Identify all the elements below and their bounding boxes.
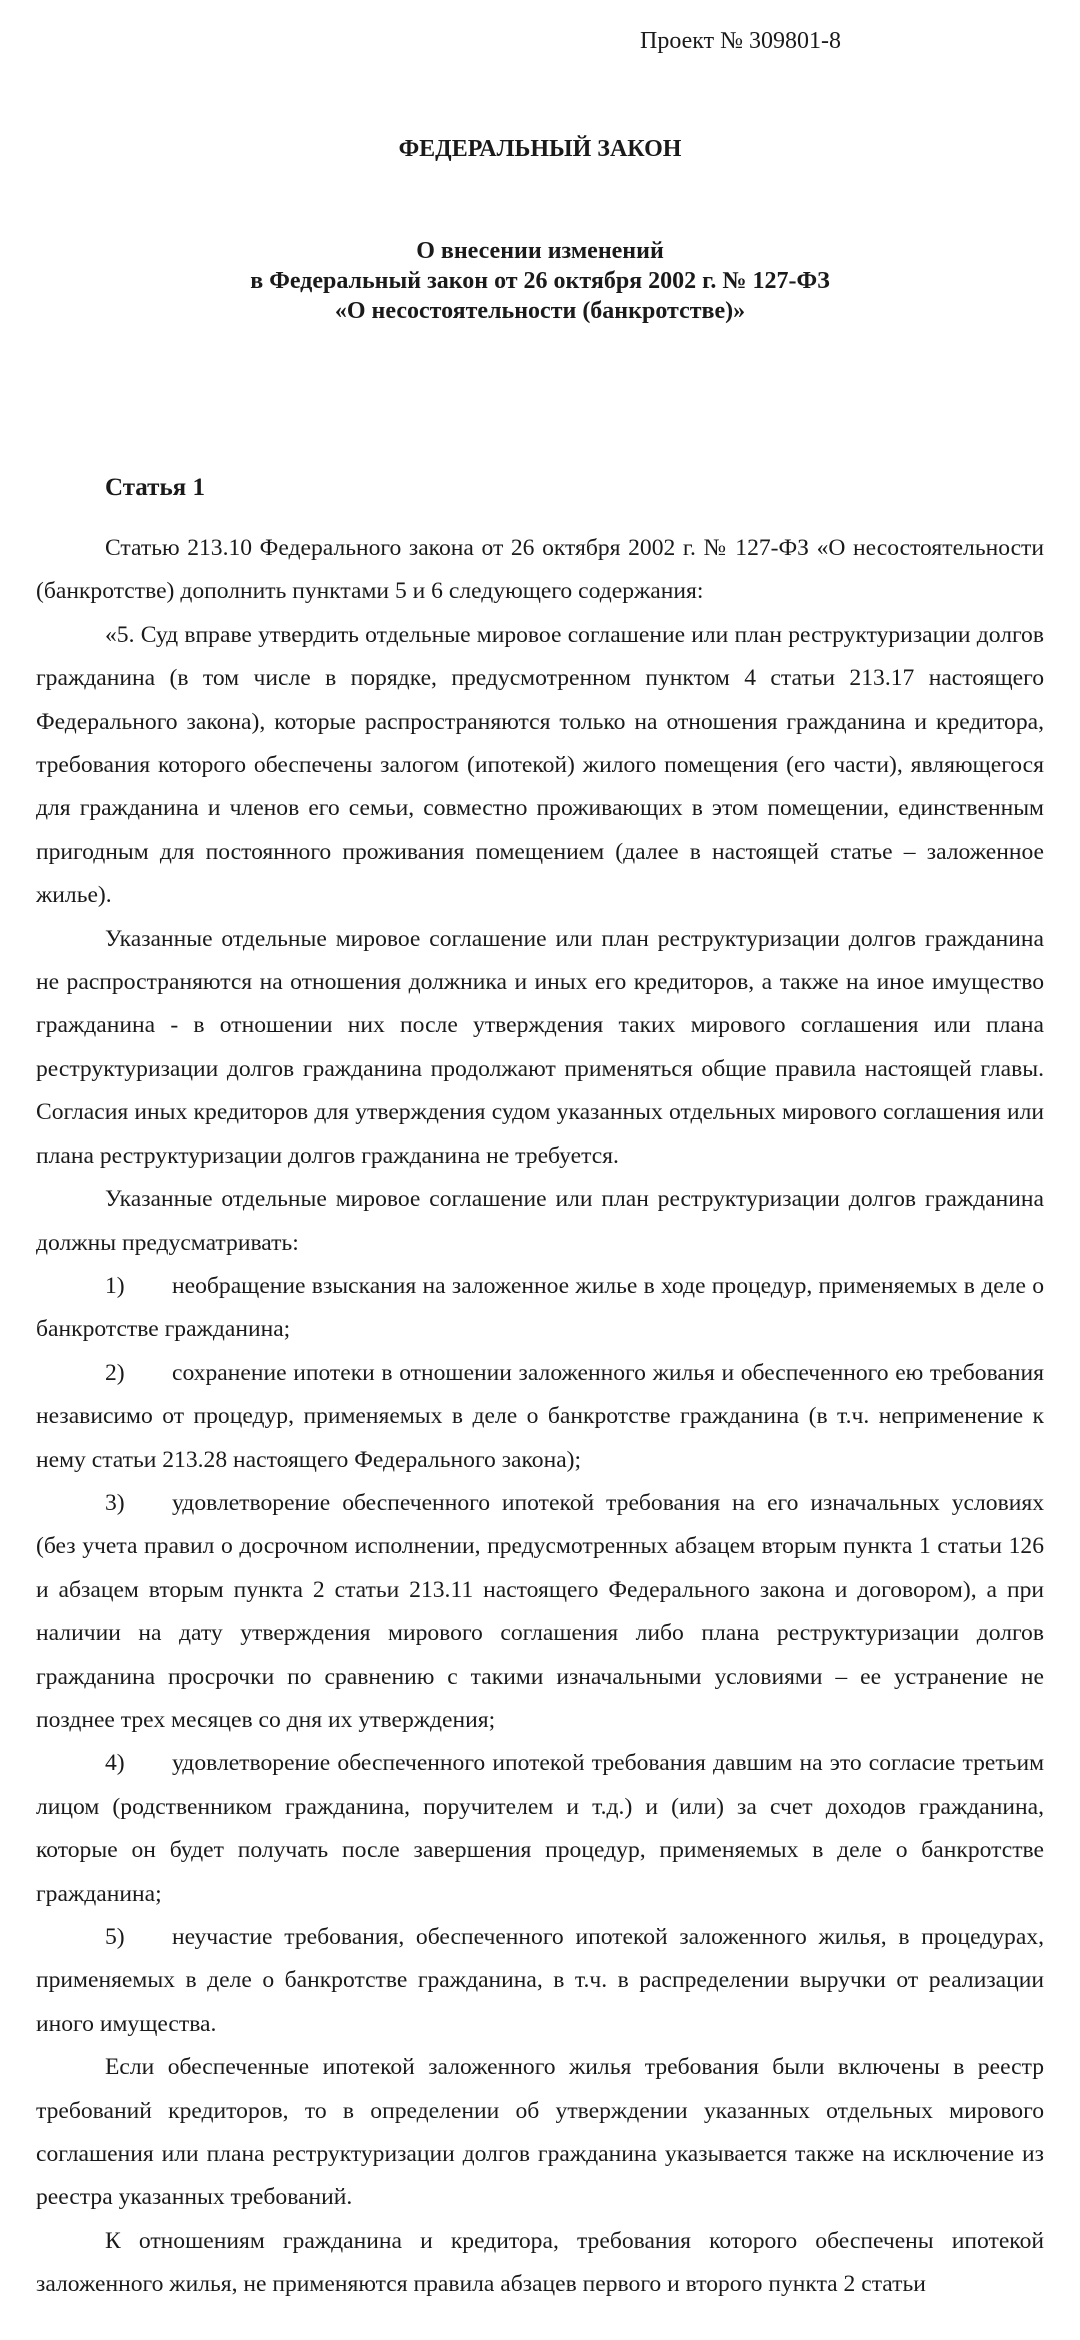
list-item	[36, 1482, 1044, 1742]
list-item-text: удовлетворение обеспеченного ипотекой требования давшим на это согласие третьим лицом (родственником гражданина, поручителем и т.д.) и (или) за счет доходов гражданина, которые он будет получать после завершения процедур, применяемых в деле о банкротстве гражданина;	[36, 1750, 1044, 1907]
article-body	[36, 527, 1044, 2307]
list-item-text: неучастие требования, обеспеченного ипотекой заложенного жилья, в процедурах, применяемых в деле о банкротстве гражданина, в т.ч. в распределении выручки от реализации иного имущества.	[36, 1924, 1044, 2037]
list-item-number: 4)	[105, 1750, 125, 1777]
paragraph: Указанные отдельные мировое соглашение или план реструктуризации долгов гражданина не распространяются на отношения должника и иных его кредиторов, а также на иное имущество гражданина - в отношении них после утверждения таких мирового соглашения или плана реструктуризации долгов гражданина продолжают применяться общие правила настоящей главы. Согласия иных кредиторов для утверждения судом указанных отдельных мирового соглашения или плана реструктуризации долгов гражданина не требуется.	[36, 925, 1044, 1169]
paragraph: Указанные отдельные мировое соглашение или план реструктуризации долгов гражданина должны предусматривать:	[36, 1186, 1044, 1256]
list-item	[36, 1352, 1044, 1482]
list-item-number: 1)	[105, 1272, 125, 1299]
title-line: О внесении изменений	[416, 238, 664, 264]
title-line: «О несостоятельности (банкротстве)»	[334, 298, 746, 324]
paragraph: «5. Суд вправе утвердить отдельные мировое соглашение или план реструктуризации долгов гражданина (в том числе в порядке, предусмотренном пунктом 4 статьи 213.17 настоящего Федерального закона), которые распространяются только на отношения гражданина и кредитора, требования которого обеспечены залогом (ипотекой) жилого помещения (его части), являющегося для гражданина и членов его семьи, совместно проживающих в этом помещении, единственным пригодным для постоянного проживания помещением (далее в настоящей статье – заложенное жилье).	[36, 621, 1044, 909]
list-item-number: 3)	[105, 1489, 125, 1516]
list-item-text: сохранение ипотеки в отношении заложенного жилья и обеспеченного ею требования независимо от процедур, применяемых в деле о банкротстве гражданина (в т.ч. неприменение к нему статьи 213.28 настоящего Федерального закона);	[36, 1359, 1044, 1473]
list-item-text: удовлетворение обеспеченного ипотекой требования на его изначальных условиях (без учета правил о досрочном исполнении, предусмотренных абзацем вторым пункта 1 статьи 126 и абзацем вторым пункта 2 статьи 213.11 настоящего Федерального закона и договором), а при наличии на дату утверждения мирового соглашения либо плана реструктуризации долгов гражданина просрочки по сравнению с такими изначальными условиями – ее устранение не позднее трех месяцев со дня их утверждения;	[36, 1489, 1044, 1733]
list-item	[36, 1742, 1044, 1916]
list-item-text: необращение взыскания на заложенное жилье в ходе процедур, применяемых в деле о банкротстве гражданина;	[36, 1272, 1044, 1343]
paragraph: Статью 213.10 Федерального закона от 26 октября 2002 г. № 127-ФЗ «О несостоятельности (банкротстве) дополнить пунктами 5 и 6 следующего содержания:	[36, 535, 1044, 605]
article-heading: Статья 1	[105, 474, 205, 501]
paragraph: Если обеспеченные ипотекой заложенного жилья требования были включены в реестр требований кредиторов, то в определении об утверждении указанных отдельных мирового соглашения или плана реструктуризации долгов гражданина указывается также на исключение из реестра указанных требований.	[36, 2054, 1044, 2211]
project-number: Проект № 309801-8	[640, 28, 841, 54]
list-item-number: 2)	[105, 1359, 125, 1386]
paragraph: К отношениям гражданина и кредитора, требования которого обеспечены ипотекой заложенного жилья, не применяются правила абзацев первого и второго пункта 2 статьи	[36, 2227, 1044, 2298]
document-type: ФЕДЕРАЛЬНЫЙ ЗАКОН	[398, 136, 682, 162]
list-item-number: 5)	[105, 1924, 125, 1950]
title-line: в Федеральный закон от 26 октября 2002 г. № 127-ФЗ	[250, 268, 830, 294]
list-item	[36, 1265, 1044, 1352]
document-title	[0, 236, 1080, 326]
list-item	[36, 1916, 1044, 2046]
